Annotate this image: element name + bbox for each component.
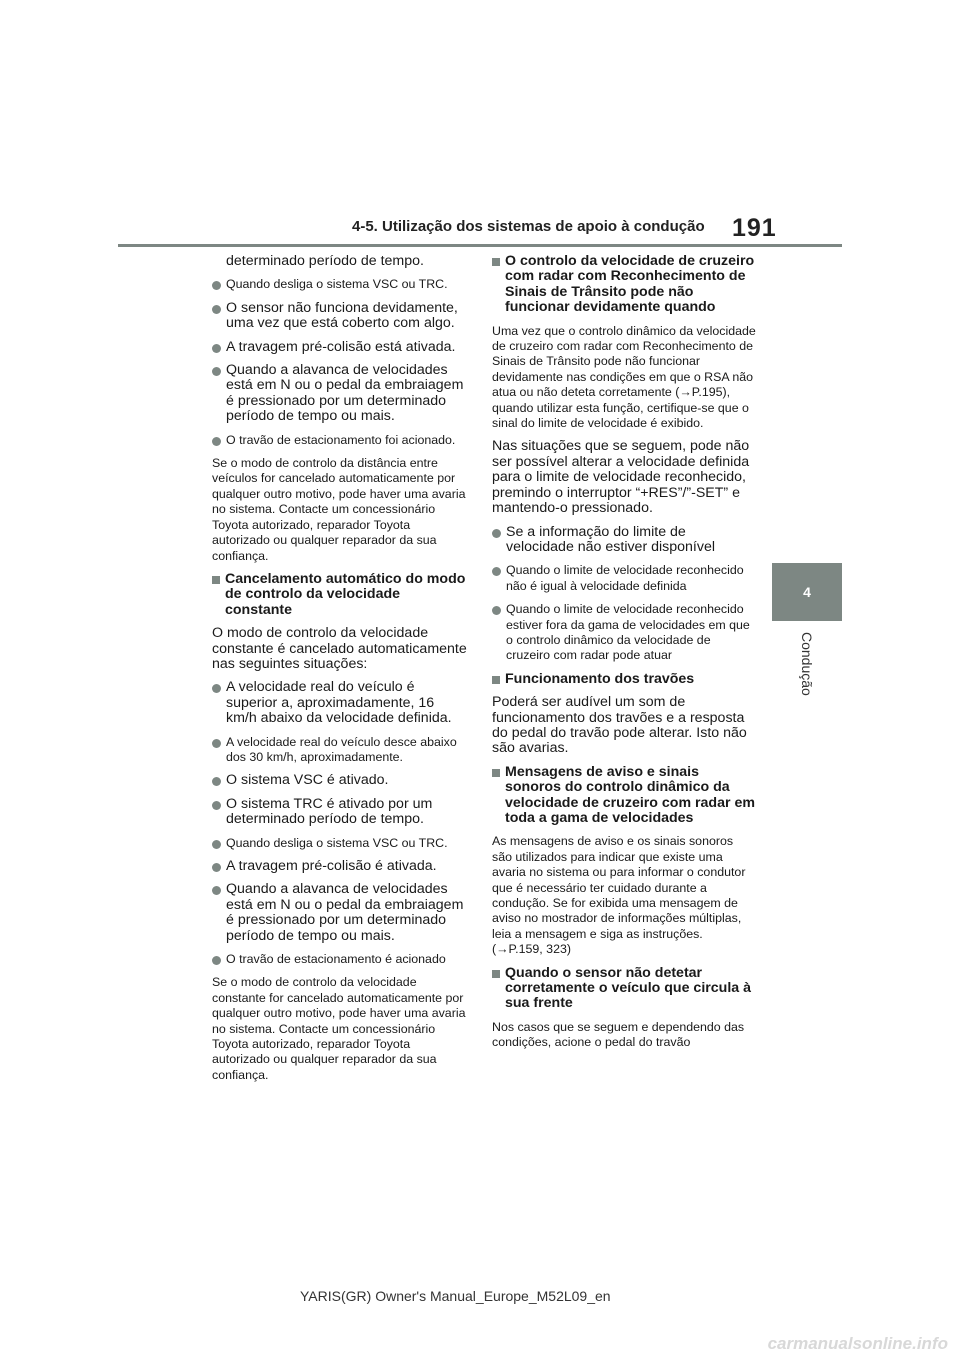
paragraph: As mensagens de aviso e os sinais sonoros são utilizados para indicar que existe uma avaria no sistema ou para informar o condutor que é necessário ter cuidado durante a condução. Se for exibida uma mensagem de aviso no mostrador de informações múltiplas, leia a mensagem e siga as instruções. (→P.159, 323): [492, 834, 746, 957]
bullet-item: Se a informação do limite de velocidade não estiver disponível: [492, 525, 756, 556]
bullet-item: Quando o limite de velocidade reconhecido estiver fora da gama de velocidades em que o controlo dinâmico da velocidade de cruzeiro com radar pode atuar: [492, 602, 756, 664]
paragraph: Poderá ser audível um som de funcionamento dos travões e a resposta do pedal do travão pode alterar. Isto não são avarias.: [492, 694, 747, 757]
page-number: 191: [732, 214, 777, 242]
chapter-tab[interactable]: [772, 563, 842, 621]
bullet-item: O sistema TRC é ativado por um determinado período de tempo.: [212, 797, 468, 828]
paragraph: Uma vez que o controlo dinâmico da velocidade de cruzeiro com radar com Reconhecimento de Sinais de Trânsito pode não funcionar devidamente nas condições em que o RSA não atua ou não deteta corretamente (→P.195), quando utilizar esta função, certifique-se que o sinal do limite de velocidade é exibido.: [492, 323, 756, 431]
bullet-item: A velocidade real do veículo desce abaixo dos 30 km/h, aproximadamente.: [212, 735, 468, 766]
bullet-item: O travão de estacionamento foi acionado.: [212, 433, 468, 448]
chapter-number: 4: [803, 584, 811, 600]
bullet-item: A travagem pré-colisão é ativada.: [212, 859, 468, 874]
bullet-item: Quando desliga o sistema VSC ou TRC.: [212, 277, 468, 292]
bullet-item: O sistema VSC é ativado.: [212, 773, 468, 788]
bullet-item: Quando a alavanca de velocidades está em N ou o pedal da embraiagem é pressionado por um determinado período de tempo ou mais.: [212, 882, 468, 944]
bullet-item: O sensor não funciona devidamente, uma vez que está coberto com algo.: [212, 301, 468, 332]
chapter-label: [781, 632, 833, 712]
section-heading: Quando o sensor não detetar corretamente o veículo que circula à sua frente: [492, 966, 756, 1012]
paragraph: O modo de controlo da velocidade constante é cancelado automaticamente nas seguintes situações:: [212, 625, 467, 672]
left-column: [212, 254, 468, 1091]
paragraph: Nos casos que se seguem e dependendo das condições, acione o pedal do travão: [492, 1019, 745, 1050]
watermark: carmanualsonline.info: [767, 1334, 948, 1353]
header-divider: [118, 244, 842, 247]
paragraph: Se o modo de controlo da distância entre veículos for cancelado automaticamente por qualquer outro motivo, pode haver uma avaria no sistema. Contacte um concessionário Toyota autorizado, reparador Toyota autorizado ou qualquer reparador da sua confiança.: [212, 456, 466, 563]
section-heading: Funcionamento dos travões: [492, 672, 756, 687]
footer-text: YARIS(GR) Owner's Manual_Europe_M52L09_en: [300, 1288, 611, 1304]
continued-text: determinado período de tempo.: [226, 253, 424, 269]
section-heading: Cancelamento automático do modo de controlo da velocidade constante: [212, 572, 468, 618]
bullet-item: Quando o limite de velocidade reconhecido não é igual à velocidade definida: [492, 563, 756, 594]
bullet-item: A velocidade real do veículo é superior a, aproximadamente, 16 km/h abaixo da velocidade definida.: [212, 680, 468, 726]
bullet-item: Quando a alavanca de velocidades está em N ou o pedal da embraiagem é pressionado por um determinado período de tempo ou mais.: [212, 363, 468, 425]
bullet-item: Quando desliga o sistema VSC ou TRC.: [212, 836, 468, 851]
section-heading: Mensagens de aviso e sinais sonoros do controlo dinâmico da velocidade de cruzeiro com radar em toda a gama de velocidades: [492, 765, 756, 827]
section-title: 4-5. Utilização dos sistemas de apoio à condução: [352, 218, 705, 235]
paragraph: Se o modo de controlo da velocidade constante for cancelado automaticamente por qualquer outro motivo, pode haver uma avaria no sistema. Contacte um concessionário Toyota autorizado, reparador Toyota autorizado ou qualquer reparador da sua confiança.: [212, 975, 466, 1082]
section-heading: O controlo da velocidade de cruzeiro com radar com Reconhecimento de Sinais de Trânsito pode não funcionar devidamente quando: [492, 254, 756, 316]
chapter-label-text: Condução: [799, 632, 815, 696]
bullet-item: A travagem pré-colisão está ativada.: [212, 340, 468, 355]
paragraph: Nas situações que se seguem, pode não ser possível alterar a velocidade definida para o limite de velocidade reconhecido, premindo o interruptor “+RES”/”-SET” e mantendo-o pressionado.: [492, 438, 750, 517]
bullet-item: O travão de estacionamento é acionado: [212, 952, 468, 967]
right-column: [492, 254, 756, 1059]
